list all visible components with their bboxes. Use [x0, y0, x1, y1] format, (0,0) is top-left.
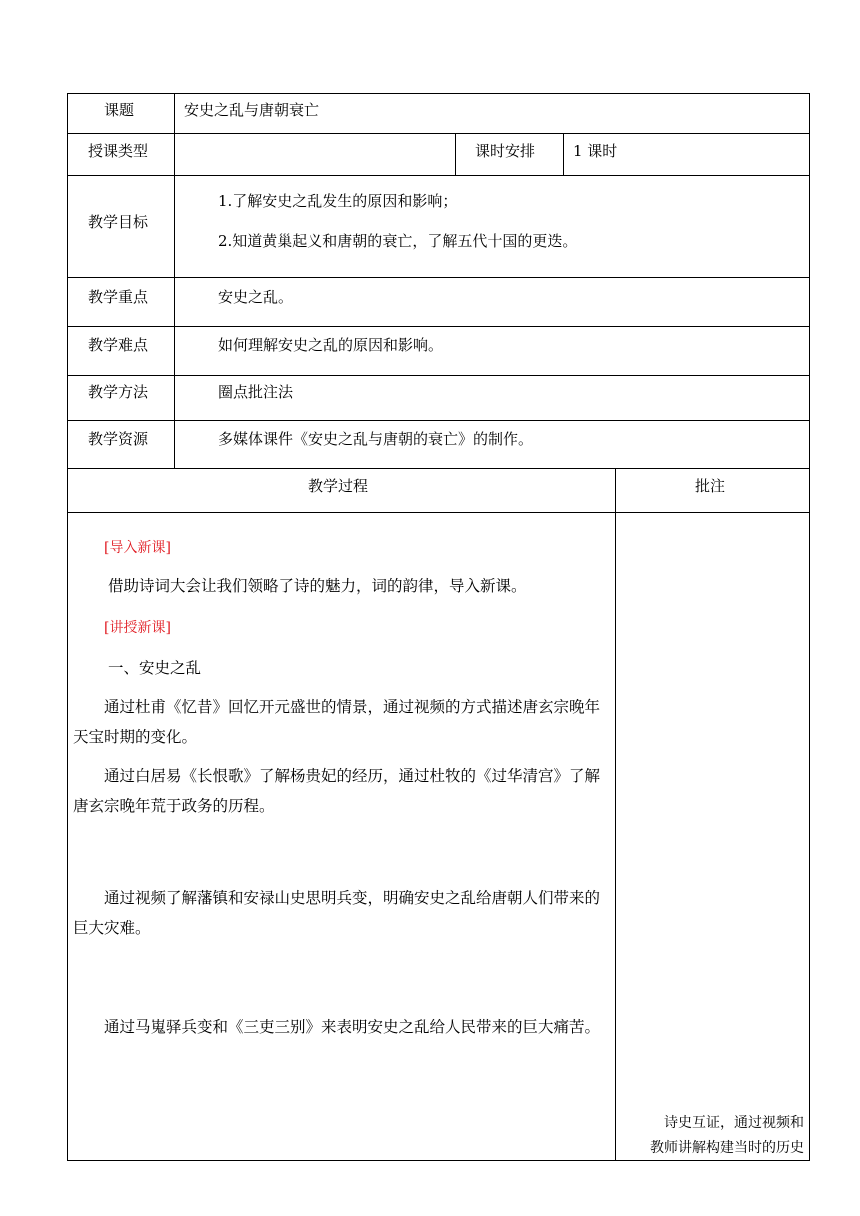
goal-item: 2.知道黄巢起义和唐朝的衰亡，了解五代十国的更迭。 [218, 232, 578, 250]
process-paragraph: 通过杜甫《忆昔》回忆开元盛世的情景，通过视频的方式描述唐玄宗晚年天宝时期的变化。 [73, 698, 601, 746]
method-value: 圈点批注法 [218, 383, 294, 401]
note-line: 教师讲解构建当时的历史 [650, 1140, 804, 1156]
difficulty-label: 教学难点 [88, 336, 149, 354]
note-line: 诗史互证，通过视频和 [664, 1115, 804, 1131]
difficulty-value: 如何理解安史之乱的原因和影响。 [218, 336, 444, 354]
resources-label: 教学资源 [88, 430, 149, 448]
focus-label: 教学重点 [88, 288, 149, 306]
schedule-value: 1 课时 [573, 142, 618, 160]
intro-paragraph: 借助诗词大会让我们领略了诗的魅力，词的韵律，导入新课。 [108, 577, 527, 595]
lecture-tag: [讲授新课] [104, 620, 171, 636]
process-paragraph: 通过白居易《长恨歌》了解杨贵妃的经历，通过杜牧的《过华清宫》了解唐玄宗晚年荒于政务的历程。 [73, 767, 601, 815]
goal-item: 1.了解安史之乱发生的原因和影响； [218, 192, 458, 210]
process-header: 教学过程 [308, 477, 369, 495]
intro-tag: [导入新课] [104, 540, 171, 556]
resources-value: 多媒体课件《安史之乱与唐朝的衰亡》的制作。 [218, 430, 534, 448]
topic-value: 安史之乱与唐朝衰亡 [184, 101, 320, 119]
section-title: 一、安史之乱 [108, 659, 202, 677]
notes-header: 批注 [695, 477, 726, 495]
lesson-type-label: 授课类型 [88, 142, 149, 160]
process-paragraph: 通过视频了解藩镇和安禄山史思明兵变，明确安史之乱给唐朝人们带来的巨大灾难。 [73, 889, 601, 937]
schedule-label: 课时安排 [475, 142, 536, 160]
method-label: 教学方法 [88, 383, 149, 401]
focus-value: 安史之乱。 [218, 288, 294, 306]
process-paragraph: 通过马嵬驿兵变和《三吏三别》来表明安史之乱给人民带来的巨大痛苦。 [104, 1018, 601, 1036]
goals-label: 教学目标 [88, 213, 149, 231]
topic-label: 课题 [104, 101, 135, 119]
